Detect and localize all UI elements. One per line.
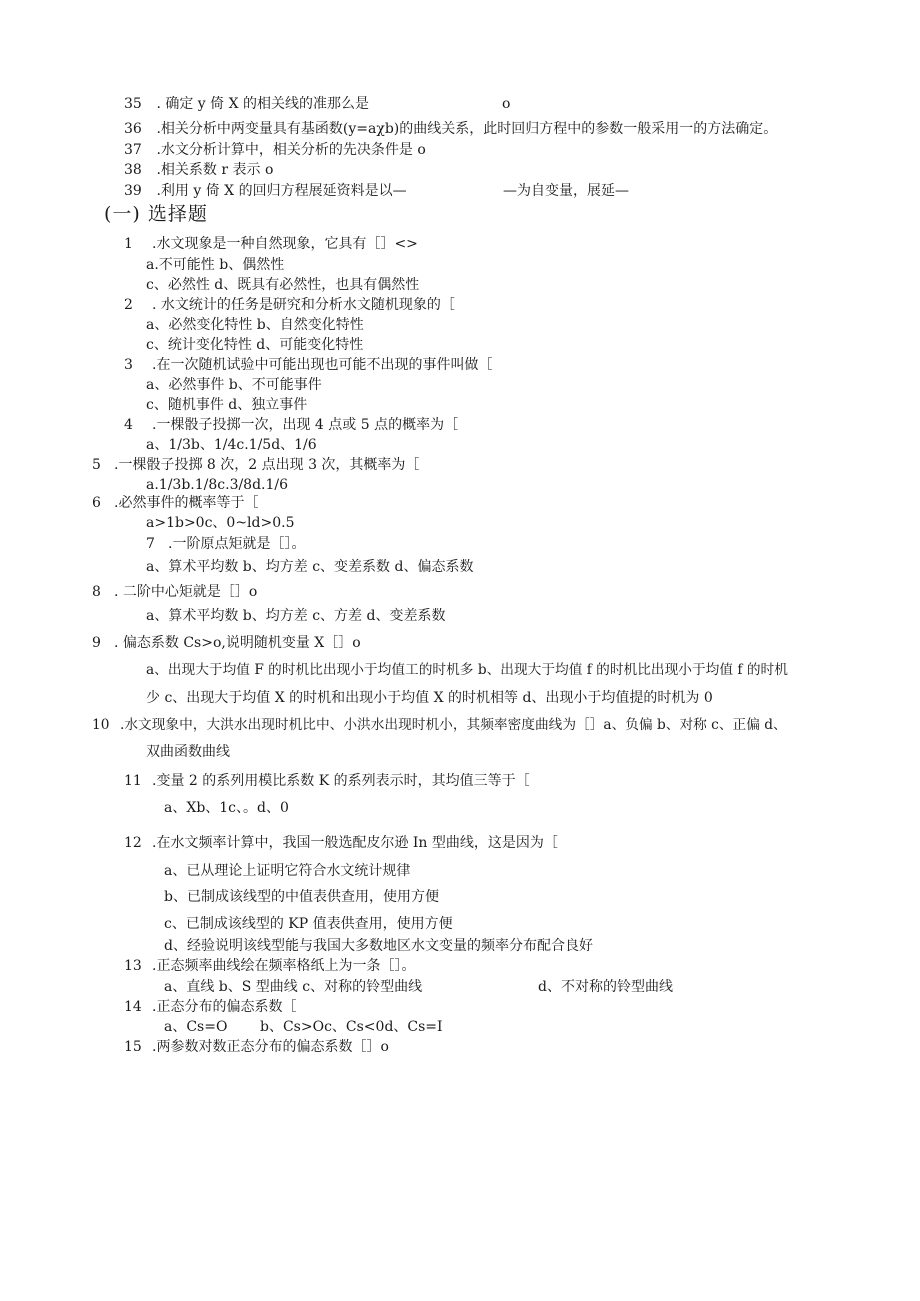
question-14 — [124, 998, 296, 1016]
question-text: .水文现象是一种自然现象，它具有［］<> — [152, 236, 418, 252]
question-number: 38 — [124, 162, 142, 178]
option-line: c、随机事件 d、独立事件 — [146, 397, 308, 413]
question-text: .一棵骰子投掷一次，出现 4 点或 5 点的概率为［ — [152, 417, 459, 433]
option-line: a.不可能性 b、偶然性 — [146, 257, 285, 273]
option-line: a、必然事件 b、不可能事件 — [146, 377, 322, 393]
option-line: 少 c、出现大于均值 X 的时机和出现小于均值 X 的时机相等 d、出现小于均值提的时机为 0 — [146, 690, 713, 706]
question-36 — [124, 120, 777, 138]
question-text: . 偏态系数 Cs>o,说明随机变量 X［］o — [114, 635, 361, 651]
question-1 — [124, 235, 418, 253]
option-line: 双曲函数曲线 — [146, 744, 230, 760]
question-3 — [124, 356, 492, 374]
question-text: .利用 y 倚 X 的回归方程展延资料是以— — [156, 183, 407, 199]
question-text: . 二阶中心矩就是［］o — [114, 584, 258, 600]
question-number: 5 — [92, 457, 101, 473]
question-number: 11 — [124, 773, 142, 789]
option-line: a、Xb、1c、。d、0 — [164, 800, 289, 816]
question-number: 3 — [124, 357, 133, 373]
option-line: c、统计变化特性 d、可能变化特性 — [146, 337, 364, 353]
question-4 — [124, 416, 458, 434]
question-number: 7 — [146, 536, 155, 552]
question-text: .水文现象中，大洪水出现时机比中、小洪水出现时机小，其频率密度曲线为［］a、负偏 b、对称 c、正偏 d、 — [120, 717, 787, 733]
question-text: .两参数对数正态分布的偏态系数［］o — [152, 1039, 389, 1055]
question-text: .一棵骰子投掷 8 次，2 点出现 3 次，其概率为［ — [114, 457, 420, 473]
option-line: a、算术平均数 b、均方差 c、变差系数 d、偏态系数 — [146, 559, 474, 575]
question-text: . 水文统计的任务是研究和分析水文随机现象的［ — [152, 297, 455, 313]
question-39 — [124, 182, 407, 200]
question-number: 1 — [124, 236, 133, 252]
option-line: b、Cs>Oc、Cs<0d、Cs=I — [260, 1019, 443, 1035]
question-7 — [146, 535, 305, 553]
question-text: .水文分析计算中，相关分析的先决条件是 o — [156, 142, 426, 158]
question-number: 10 — [92, 717, 110, 733]
option-line: a、出现大于均值 F 的时机比出现小于均值工的时机多 b、出现大于均值 f 的时机比出现小于均值 f 的时机 — [146, 662, 788, 678]
option-line: a、1/3b、1/4c.1/5d、1/6 — [146, 437, 317, 453]
option-line: c、已制成该线型的 KP 值表供查用，使用方便 — [164, 916, 453, 932]
question-number: 37 — [124, 142, 142, 158]
question-number: 6 — [92, 495, 101, 511]
question-text: .在一次随机试验中可能出现也可能不出现的事件叫做［ — [152, 357, 493, 373]
question-number: 4 — [124, 417, 133, 433]
question-6 — [92, 494, 258, 512]
question-39-tail: —为自变量，展延— — [503, 183, 629, 199]
question-text: .变量 2 的系列用模比系数 K 的系列表示时，其均值三等于［ — [152, 773, 530, 789]
option-line: d、经验说明该线型能与我国大多数地区水文变量的频率分布配合良好 — [164, 938, 593, 954]
option-line: a、直线 b、S 型曲线 c、对称的铃型曲线 — [164, 979, 423, 995]
option-line: c、必然性 d、既具有必然性，也具有偶然性 — [146, 277, 420, 293]
option-line: a、已从理论上证明它符合水文统计规律 — [164, 863, 411, 879]
option-line: a、Cs=O — [164, 1019, 228, 1035]
question-11 — [124, 772, 530, 790]
question-13 — [124, 957, 415, 975]
section-title: (一) 选择题 — [104, 203, 208, 225]
question-38 — [124, 161, 273, 179]
question-number: 15 — [124, 1039, 142, 1055]
question-35 — [124, 95, 369, 113]
question-8 — [92, 583, 257, 601]
question-number: 36 — [124, 121, 142, 137]
question-number: 14 — [124, 999, 142, 1015]
question-number: 12 — [124, 835, 142, 851]
question-text: .必然事件的概率等于［ — [114, 495, 259, 511]
question-text: .一阶原点矩就是［］。 — [168, 536, 306, 552]
question-35-tail: o — [502, 96, 511, 112]
option-line: a>1b>0c、0~ld>0.5 — [146, 515, 295, 531]
question-text: .正态频率曲线绘在频率格纸上为一条［］。 — [152, 958, 416, 974]
question-2 — [124, 296, 455, 314]
question-10 — [92, 716, 787, 734]
question-text: .正态分布的偏态系数［ — [152, 999, 297, 1015]
question-number: 9 — [92, 635, 101, 651]
question-text: .在水文频率计算中，我国一般选配皮尔逊 In 型曲线，这是因为［ — [152, 835, 558, 851]
question-37 — [124, 141, 426, 159]
question-12 — [124, 834, 558, 852]
question-number: 39 — [124, 183, 142, 199]
question-9 — [92, 634, 361, 652]
question-text: .相关分析中两变量具有基函数(y=aχb)的曲线关系，此时回归方程中的参数一般采用一的方法确定。 — [156, 121, 778, 137]
question-15 — [124, 1038, 389, 1056]
question-number: 13 — [124, 958, 142, 974]
question-text: .相关系数 r 表示 o — [156, 162, 274, 178]
question-number: 2 — [124, 297, 133, 313]
option-line: b、已制成该线型的中值表供查用，使用方便 — [164, 889, 439, 905]
question-number: 8 — [92, 584, 101, 600]
option-line: a、必然变化特性 b、自然变化特性 — [146, 317, 364, 333]
question-text: . 确定 y 倚 X 的相关线的准那么是 — [156, 96, 370, 112]
option-line: a.1/3b.1/8c.3/8d.1/6 — [146, 477, 289, 493]
option-line: a、算术平均数 b、均方差 c、方差 d、变差系数 — [146, 608, 446, 624]
question-number: 35 — [124, 96, 142, 112]
option-line: d、不对称的铃型曲线 — [538, 979, 673, 995]
question-5 — [92, 456, 419, 474]
